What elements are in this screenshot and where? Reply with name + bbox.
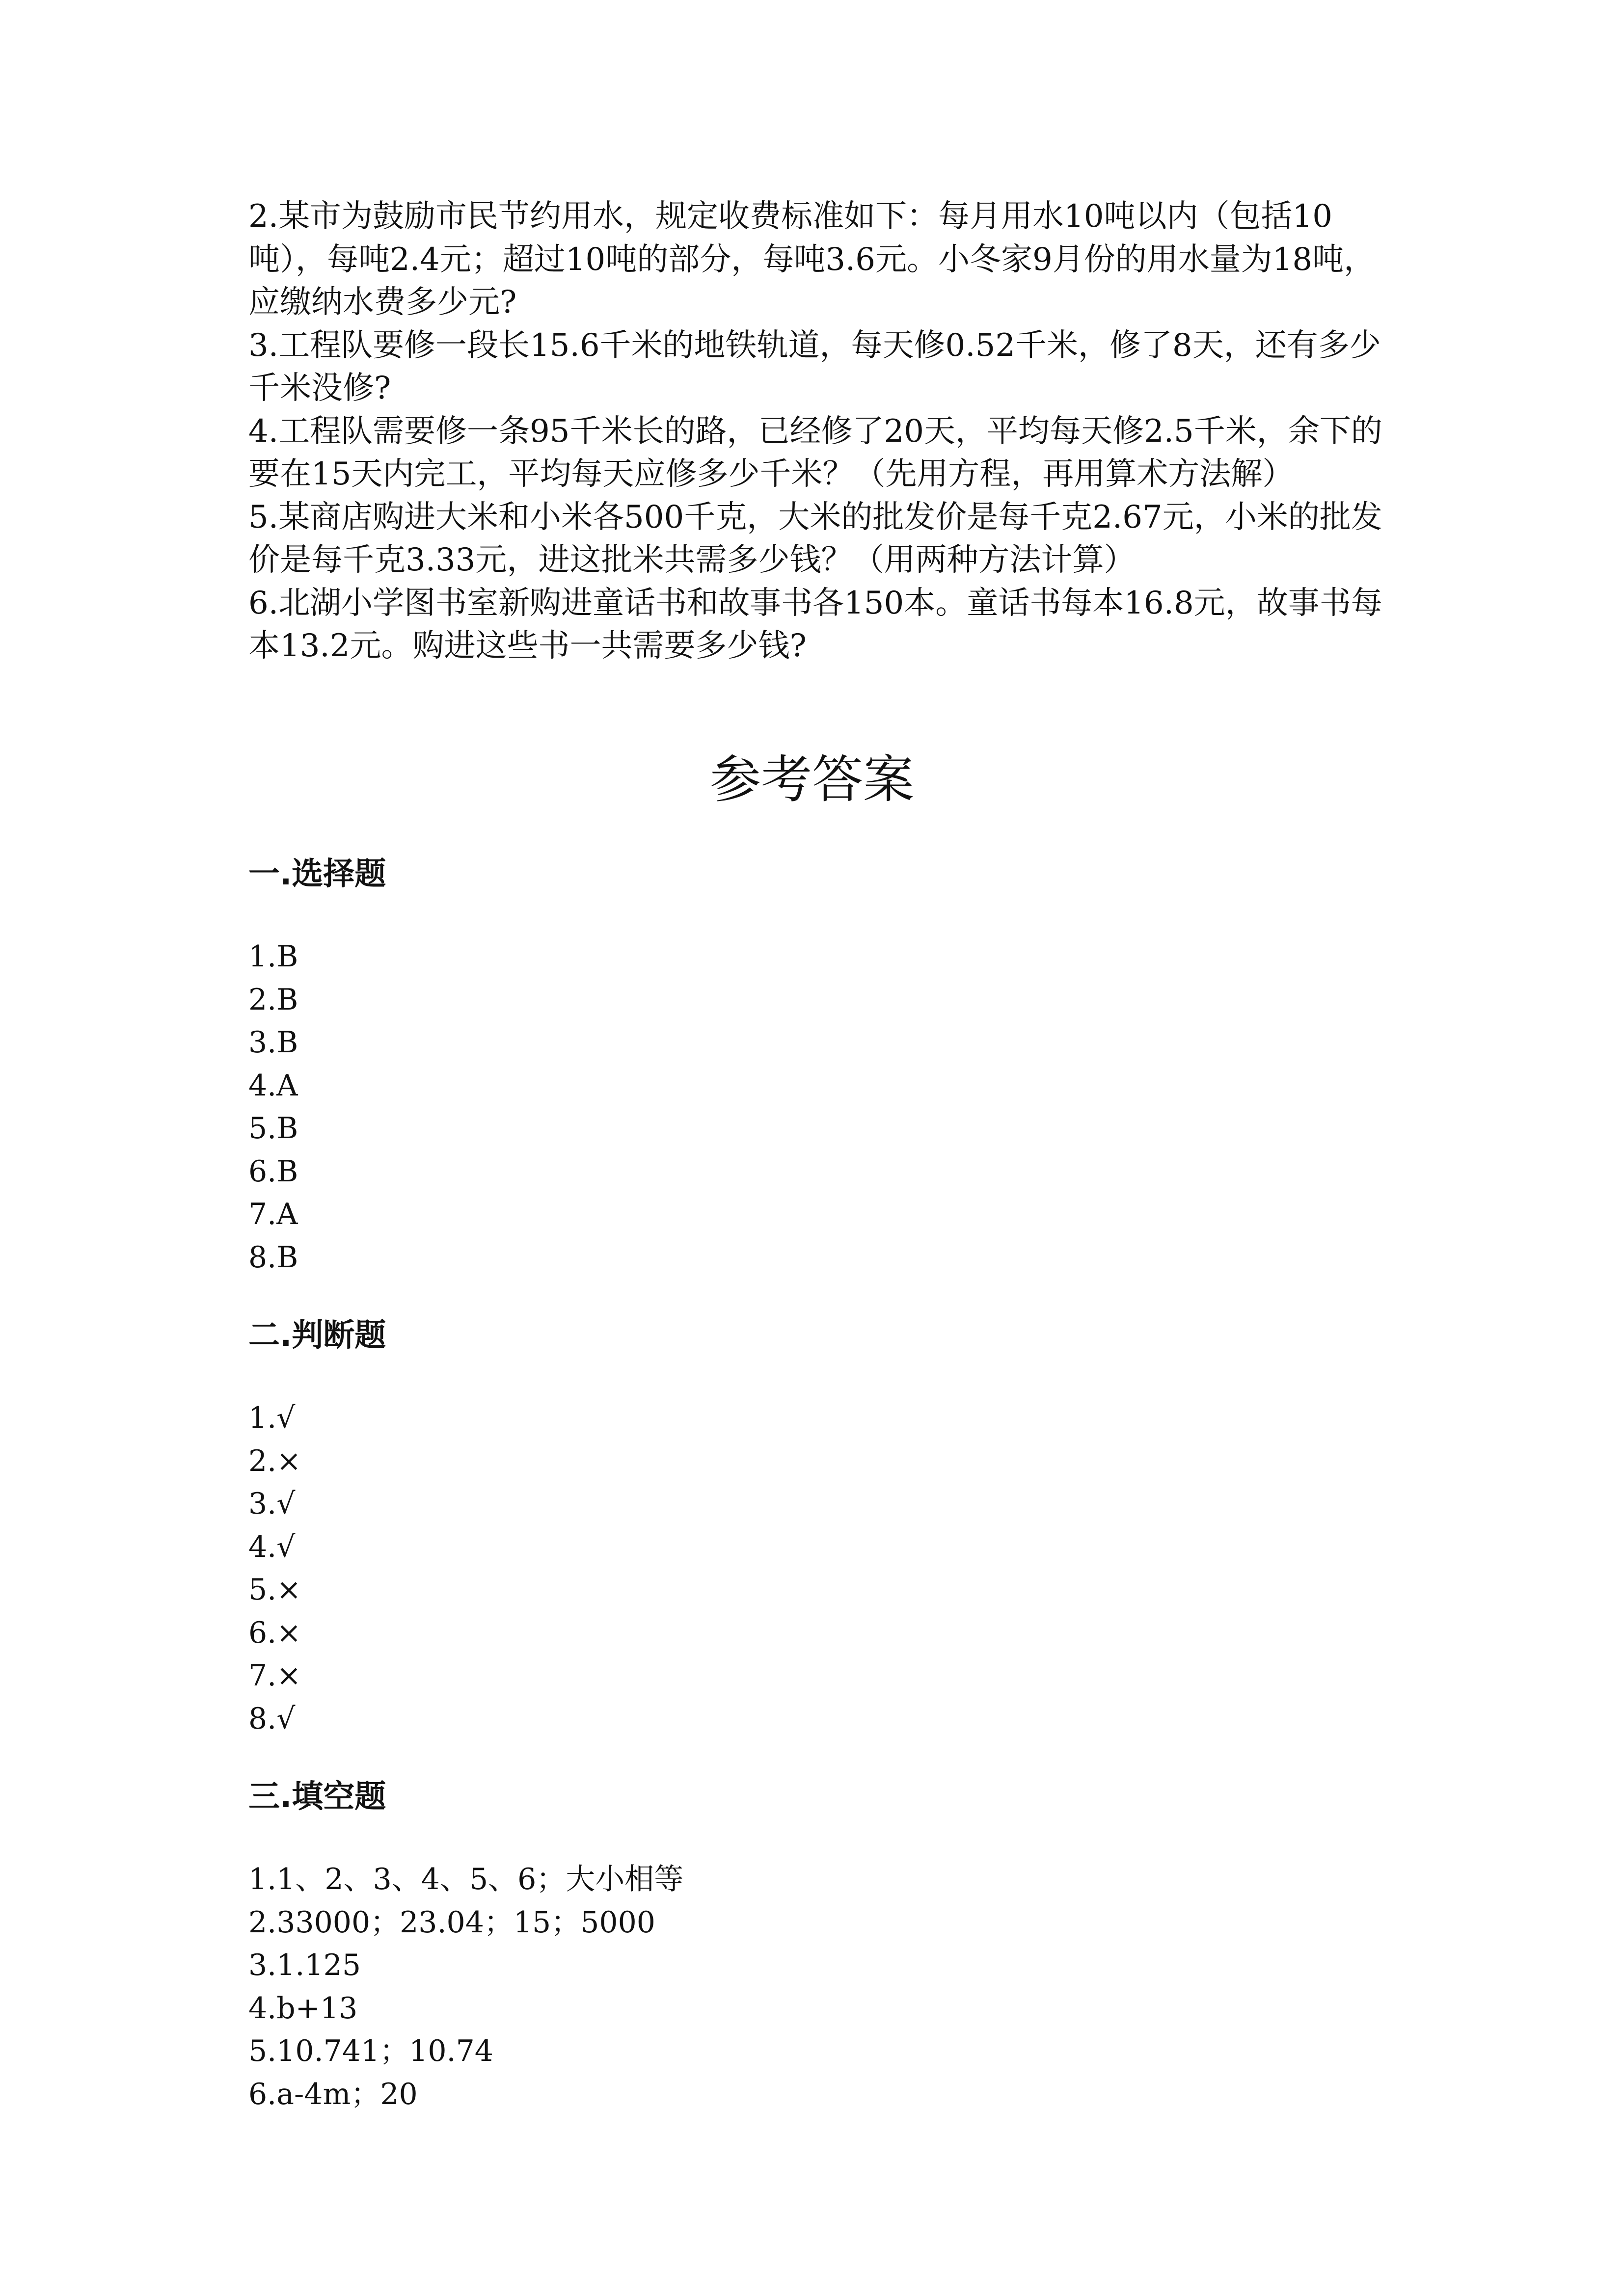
answer-item: 1.B — [248, 939, 298, 974]
answer-item: 3.B — [248, 1025, 298, 1060]
answer-item: 4.b+13 — [248, 1991, 358, 2026]
word-problems — [248, 195, 1392, 668]
answer-item: 4.√ — [248, 1529, 296, 1564]
answer-item: 2.B — [248, 982, 298, 1017]
problem-3: 3.工程队要修一段长15.6千米的地铁轨道，每天修0.52千米，修了8天，还有多少千米没修? — [248, 327, 1381, 406]
answer-item: 2.33000；23.04；15；5000 — [248, 1905, 655, 1940]
answer-item: 6.a-4m；20 — [248, 2077, 418, 2111]
problem-4: 4.工程队需要修一条95千米长的路，已经修了20天，平均每天修2.5千米，余下的要在15天内完工，平均每天应修多少千米？（先用方程，再用算术方法解） — [248, 413, 1382, 492]
answer-item: 7.× — [248, 1658, 301, 1693]
answer-item: 3.1.125 — [248, 1948, 361, 1982]
answer-item: 1.1、2、3、4、5、6；大小相等 — [248, 1862, 684, 1896]
problem-5: 5.某商店购进大米和小米各500千克，大米的批发价是每千克2.67元，小米的批发价是每千克3.33元，进这批米共需多少钱？（用两种方法计算） — [248, 499, 1382, 578]
answer-item: 2.× — [248, 1443, 301, 1478]
section-heading-fill-blank: 三.填空题 — [248, 1779, 386, 1815]
answer-item: 6.B — [248, 1154, 298, 1189]
answer-list-true-false — [248, 1397, 301, 1740]
answer-item: 5.B — [248, 1111, 298, 1146]
answer-item: 3.√ — [248, 1487, 296, 1521]
answer-list-choice — [248, 935, 298, 1279]
answer-list-fill-blank — [248, 1858, 683, 2116]
section-heading-true-false: 二.判断题 — [248, 1317, 386, 1354]
answer-item: 8.√ — [248, 1701, 296, 1736]
answer-item: 1.√ — [248, 1401, 296, 1435]
answer-item: 6.× — [248, 1615, 301, 1650]
answer-item: 5.10.741；10.74 — [248, 2034, 493, 2068]
answer-item: 7.A — [248, 1197, 298, 1231]
answer-item: 5.× — [248, 1573, 301, 1607]
problem-6: 6.北湖小学图书室新购进童话书和故事书各150本。童话书每本16.8元，故事书每本13.2元。购进这些书一共需要多少钱? — [248, 585, 1382, 664]
answer-key-title: 参考答案 — [709, 749, 914, 809]
section-heading-choice: 一.选择题 — [248, 856, 386, 892]
answer-item: 4.A — [248, 1068, 298, 1103]
problem-2: 2.某市为鼓励市民节约用水，规定收费标准如下：每月用水10吨以内（包括10吨），每吨2.4元；超过10吨的部分，每吨3.6元。小冬家9月份的用水量为18吨，应缴纳水费多少元? — [248, 198, 1376, 320]
answer-item: 8.B — [248, 1240, 298, 1275]
